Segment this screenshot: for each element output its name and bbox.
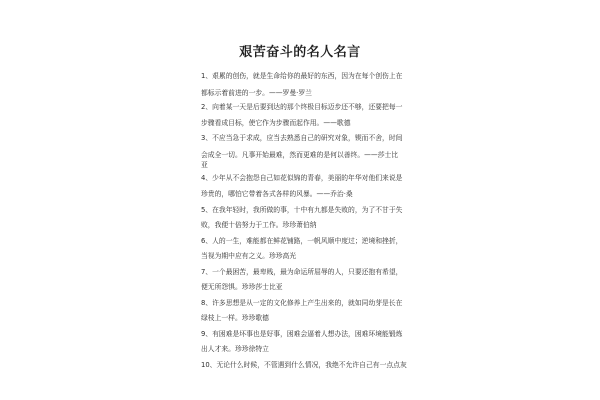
quote-1-line-2: 都标示着前进的一步。——罗曼·罗兰 — [201, 89, 312, 97]
quote-2-line-2: 步骤看成目标，使它作为步骤而起作用。——歌德 — [201, 119, 351, 127]
quote-6-line-1: 6、人的一生，难能都在鲜花铺路，一帆风顺中度过；逆境和挫折， — [201, 237, 403, 245]
quote-6-line-2: 当视为期中应有之义。珍珍高光 — [201, 252, 297, 260]
quote-5-line-2: 败，我便十倍努力于工作。珍珍萧伯纳 — [201, 221, 317, 229]
quote-5-line-1: 5、在我年轻时，我所做的事，十中有九都是失败的，为了不甘于失 — [201, 206, 403, 214]
quote-2-line-1: 2、向着某一天是后要到达的那个终极目标迈步还不够，还要把每一 — [201, 103, 403, 111]
quote-7-line-1: 7、一个最困苦，最卑贱，最为命运所屈辱的人，只要还抱有希望， — [201, 268, 403, 276]
quote-10-line-1: 10、无论什么时候，不管遇到什么情况，我绝不允许自己有一点点灰 — [201, 361, 407, 369]
quote-9-line-1: 9、有困难是坏事也是好事，困难会逼着人想办法，困难环境能锻炼 — [201, 330, 403, 338]
quote-1-line-1: 1、艰累的创伤，就是生命给你的最好的东西，因为在每个创伤上在 — [201, 72, 403, 80]
quote-8-line-1: 8、许多思想是从一定的文化修养上产生出来的，就如同幼芽是长在 — [201, 299, 403, 307]
quote-9-line-2: 出人才来。珍珍徐特立 — [201, 345, 269, 353]
document-title: 艰苦奋斗的名人名言 — [239, 45, 361, 60]
quote-3-line-3: 亚 — [201, 161, 208, 169]
quote-8-line-2: 绿枝上一样。珍珍歌德 — [201, 314, 269, 322]
quote-3-line-2: 会成全一切。凡事开始最难，然而更难的是何以善终。——莎士比 — [201, 151, 399, 159]
quote-3-line-1: 3、不应当急于求成，应当去熟悉自己的研究对象，锲而不舍，时间 — [201, 134, 403, 142]
quote-4-line-1: 4、少年从不会抱怨自己如花似锦的青春，美丽的年华对他们来说是 — [201, 174, 403, 182]
quote-7-line-2: 便无所怨惧。珍珍莎士比亚 — [201, 283, 283, 291]
quote-4-line-2: 珍贵的，哪怕它带着各式各样的风暴。——乔治·桑 — [201, 190, 353, 198]
